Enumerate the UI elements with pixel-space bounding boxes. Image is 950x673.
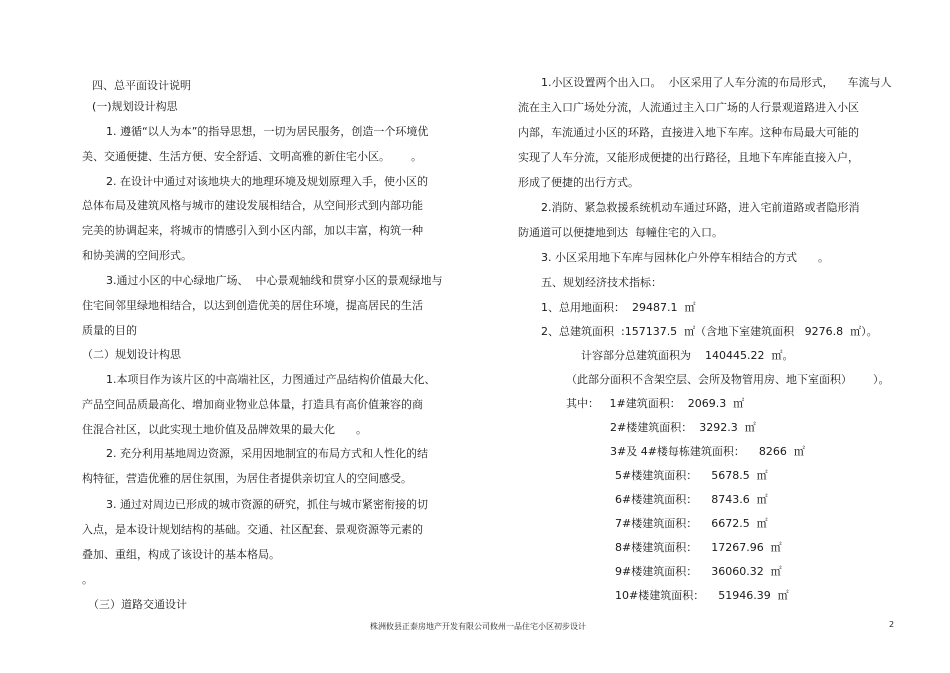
metric-line: 7#楼建筑面积： 6672.5 ㎡: [615, 517, 768, 530]
paragraph-line: 2. 充分利用基地周边资源，采用因地制宜的布局方式和人性化的结: [106, 447, 428, 460]
paragraph-line: 总体布局及建筑风格与城市的建设发展相结合，从空间形式到内部功能: [82, 199, 423, 212]
paragraph-line: 叠加、重组，构成了该设计的基本格局。: [82, 548, 280, 561]
paragraph-line: 2. 在设计中通过对该地块大的地理环境及规划原理入手，使小区的: [106, 175, 428, 188]
metric-line: 2、总建筑面积 :157137.5 ㎡（含地下室建筑面积 9276.8 ㎡）。: [541, 325, 878, 338]
subsection-heading: （二）规划设计构思: [82, 348, 181, 361]
metric-line: 6#楼建筑面积： 8743.6 ㎡: [615, 493, 768, 506]
paragraph-line: 质量的目的: [82, 324, 137, 337]
metric-line: 10#楼建筑面积： 51946.39 ㎡: [615, 589, 789, 602]
paragraph-line: 1.小区设置两个出入口。 小区采用了人车分流的布局形式， 车流与人: [541, 76, 892, 89]
metric-line: 其中： 1#建筑面积： 2069.3 ㎡: [566, 397, 745, 410]
section-heading: 五、规划经济技术指标：: [541, 276, 662, 289]
paragraph-line: 产品空间品质最高化、增加商业物业总体量，打造具有高价值兼容的商: [82, 398, 423, 411]
paragraph-line: 内部，车流通过小区的环路，直接进入地下车库。这种布局最大可能的: [518, 126, 859, 139]
paragraph-line: 美、交通便捷、生活方便、安全舒适、文明高雅的新住宅小区。 。: [82, 150, 422, 163]
page-number: 2: [889, 620, 895, 629]
paragraph-line: 1. 遵循“以人为本”的指导思想，一切为居民服务，创造一个环境优: [106, 125, 429, 138]
paragraph-line: 实现了人车分流，又能形成便捷的出行路径，且地下车库能直接入户，: [518, 151, 859, 164]
subsection-heading: （三）道路交通设计: [88, 598, 187, 611]
page-footer: 株洲攸县正泰房地产开发有限公司攸州一品住宅小区初步设计: [370, 622, 586, 631]
paragraph-line: 构特征，营造优雅的居住氛围，为居住者提供亲切宜人的空间感受。: [82, 472, 412, 485]
metric-line: 计容部分总建筑面积为 140445.22 ㎡。: [581, 349, 794, 362]
paragraph-line: 住混合社区，以此实现土地价值及品牌效果的最大化 。: [82, 423, 367, 436]
paragraph-line: 形成了便捷的出行方式。: [518, 176, 639, 189]
metric-note: （此部分面积不含架空层、会所及物管用房、地下室面积） ）。: [566, 373, 890, 386]
subsection-heading: (一)规划设计构思: [92, 100, 178, 113]
metric-line: 5#楼建筑面积： 5678.5 ㎡: [615, 469, 768, 482]
paragraph-line: 3.通过小区的中心绿地广场、 中心景观轴线和贯穿小区的景观绿地与: [106, 274, 443, 287]
metric-line: 9#楼建筑面积： 36060.32 ㎡: [615, 565, 782, 578]
paragraph-line: 3. 小区采用地下车库与园林化户外停车相结合的方式 。: [541, 251, 829, 264]
paragraph-line: 完美的协调起来，将城市的情感引入到小区内部，加以丰富，构筑一种: [82, 224, 423, 237]
metric-line: 1、总用地面积： 29487.1 ㎡: [541, 301, 696, 314]
section-heading: 四、总平面设计说明: [92, 79, 191, 92]
metric-line: 8#楼建筑面积： 17267.96 ㎡: [615, 541, 782, 554]
paragraph-line: 。: [82, 573, 93, 586]
paragraph-line: 1.本项目作为该片区的中高端社区，力图通过产品结构价值最大化、: [106, 373, 436, 386]
paragraph-line: 流在主入口广场处分流，人流通过主入口广场的人行景观道路进入小区: [518, 101, 859, 114]
metric-line: 2#楼建筑面积： 3292.3 ㎡: [610, 421, 756, 434]
paragraph-line: 和协美满的空间形式。: [82, 249, 192, 262]
paragraph-line: 住宅间邻里绿地相结合，以达到创造优美的居住环境，提高居民的生活: [82, 299, 423, 312]
paragraph-line: 防通道可以便捷地到达 每幢住宅的入口。: [518, 226, 723, 239]
metric-line: 3#及 4#楼每栋建筑面积： 8266 ㎡: [610, 445, 805, 458]
paragraph-line: 2.消防、紧急救援系统机动车通过环路，进入宅前道路或者隐形消: [541, 201, 860, 214]
paragraph-line: 3. 通过对周边已形成的城市资源的研究，抓住与城市紧密衔接的切: [106, 498, 428, 511]
paragraph-line: 入点，是本设计规划结构的基础。交通、社区配套、景观资源等元素的: [82, 523, 423, 536]
